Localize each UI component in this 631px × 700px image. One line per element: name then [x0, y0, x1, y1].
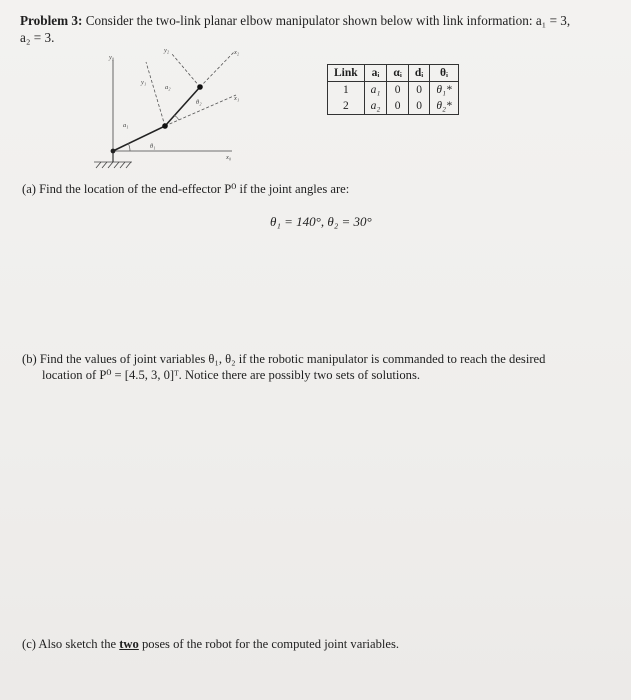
problem-intro-cont: a₂ = 3. [20, 30, 55, 45]
label-y2: y₂ [164, 47, 170, 54]
part-c-suffix: poses of the robot for the computed joint variables. [138, 637, 400, 651]
part-b-line1: (b) Find the values of joint variables θ₁, θ₂ if the robotic manipulator is commanded to reach the desired [22, 352, 546, 366]
joint-elbow [162, 123, 168, 129]
label-x0: x₀ [226, 154, 232, 161]
dh-cell: 0 [408, 98, 429, 115]
part-c-prefix: (c) Also sketch the [22, 637, 120, 651]
label-y0: y₀ [109, 54, 115, 61]
dh-header-d: dᵢ [408, 65, 429, 82]
dh-cell: θ₁* [430, 82, 458, 99]
y2-axis-dashed [172, 54, 200, 87]
link-2 [165, 87, 200, 126]
label-a1: a₁ [123, 122, 129, 129]
dh-cell: 1 [328, 82, 365, 99]
dh-row-1 [328, 82, 459, 99]
problem-intro: Consider the two-link planar elbow manipulator shown below with link information: a₁ = 3, [82, 13, 571, 28]
manipulator-diagram [86, 40, 256, 180]
dh-row-2 [328, 98, 459, 115]
ground-hatch [94, 162, 132, 168]
part-b-line2: location of P⁰ = [4.5, 3, 0]ᵀ. Notice there are possibly two sets of solutions. [42, 368, 421, 382]
label-y1: y₁ [141, 79, 147, 86]
dh-header-a: aᵢ [364, 65, 387, 82]
dh-cell: 0 [387, 98, 408, 115]
dh-parameter-table [327, 64, 459, 115]
dh-header-theta: θᵢ [430, 65, 458, 82]
x2-axis-dashed [200, 52, 234, 87]
part-b-question [22, 351, 612, 383]
problem-label: Problem 3: [20, 13, 83, 28]
label-theta2: θ₂ [196, 99, 202, 106]
part-a-question: (a) Find the location of the end-effector P⁰ if the joint angles are: [22, 182, 350, 196]
dh-cell: θ₂* [430, 98, 458, 115]
theta1-arc [128, 143, 130, 151]
dh-cell: 0 [387, 82, 408, 99]
part-a-equation: θ₁ = 140°, θ₂ = 30° [270, 214, 372, 229]
joint-base [111, 149, 116, 154]
link-1 [113, 126, 165, 151]
label-x1: x₁ [234, 95, 240, 102]
dh-cell: a₁ [364, 82, 387, 99]
theta2-arc [174, 115, 179, 120]
dh-header-alpha: αᵢ [387, 65, 408, 82]
part-c-question [22, 636, 612, 652]
part-c-emphasis: two [119, 637, 139, 651]
y1-axis-dashed [146, 62, 165, 126]
dh-cell: 2 [328, 98, 365, 115]
end-effector-point [197, 84, 203, 90]
dh-cell: a₂ [364, 98, 387, 115]
label-theta1: θ₁ [150, 143, 156, 150]
label-a2: a₂ [165, 84, 171, 91]
dh-cell: 0 [408, 82, 429, 99]
dh-header-row [328, 65, 459, 82]
dh-header-link: Link [328, 65, 365, 82]
label-x2: x₂ [234, 49, 240, 56]
